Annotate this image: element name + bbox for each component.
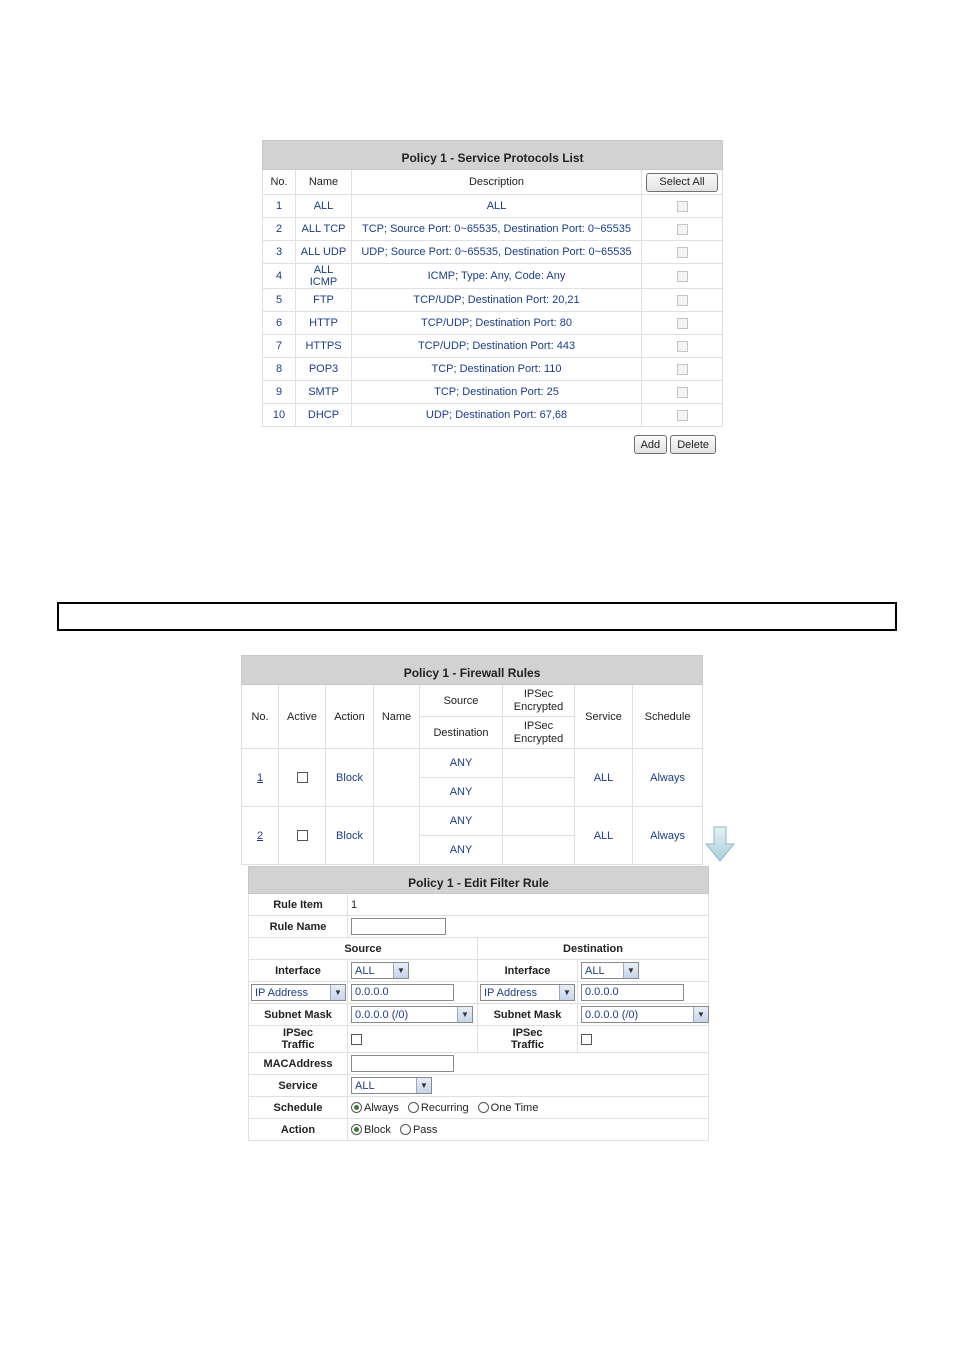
rule-service: ALL xyxy=(575,807,633,865)
src-ip-input[interactable]: 0.0.0.0 xyxy=(351,984,454,1001)
fw-ipsec-dst-bottom: Encrypted xyxy=(513,732,564,745)
dst-interface-label: Interface xyxy=(478,960,578,982)
rule-no-cell xyxy=(242,749,279,807)
rule-no-cell xyxy=(242,807,279,865)
src-ipsec-checkbox[interactable] xyxy=(351,1034,362,1045)
delete-button[interactable]: Delete xyxy=(670,435,716,454)
protocol-checkbox[interactable] xyxy=(677,341,688,352)
dst-ip-cell xyxy=(578,982,709,1004)
rule-active-cell xyxy=(279,749,326,807)
protocol-no: 1 xyxy=(263,195,296,218)
service-label: Service xyxy=(249,1075,348,1097)
rule-item-value: 1 xyxy=(348,894,709,916)
rule-name-label: Rule Name xyxy=(249,916,348,938)
action-pass-label: Pass xyxy=(412,1123,438,1136)
rule-ipsec-src xyxy=(503,807,575,836)
protocol-checkbox[interactable] xyxy=(677,387,688,398)
protocol-select-cell xyxy=(642,195,723,218)
protocols-actions xyxy=(263,427,723,463)
source-heading: Source xyxy=(249,938,478,960)
dst-ipsec-label xyxy=(478,1026,578,1053)
dst-subnet-cell xyxy=(578,1004,709,1026)
service-select[interactable] xyxy=(351,1077,432,1094)
src-ipsec-cell xyxy=(348,1026,478,1053)
firewall-rule-row xyxy=(242,749,703,778)
col-name: Name xyxy=(296,170,352,195)
protocol-checkbox[interactable] xyxy=(677,201,688,212)
protocol-no: 2 xyxy=(263,218,296,241)
edit-filter-table xyxy=(248,866,709,1141)
protocol-row xyxy=(263,404,723,427)
mac-cell xyxy=(348,1053,709,1075)
dst-ipsec-label-2: Traffic xyxy=(510,1039,544,1051)
protocol-name: SMTP xyxy=(296,381,352,404)
rule-name xyxy=(374,807,420,865)
src-addr-type-value: IP Address xyxy=(255,986,308,999)
action-label: Action xyxy=(249,1119,348,1141)
dst-addr-type-select[interactable] xyxy=(480,984,575,1001)
protocols-title: Policy 1 - Service Protocols List xyxy=(263,141,723,170)
fw-ipsec-dst-top: IPSec xyxy=(523,719,554,732)
src-interface-select[interactable] xyxy=(351,962,409,979)
fw-col-destination: Destination xyxy=(420,717,503,749)
src-addr-type-cell xyxy=(249,982,348,1004)
rule-item-label: Rule Item xyxy=(249,894,348,916)
schedule-onetime-radio[interactable] xyxy=(478,1102,489,1113)
service-protocols-panel xyxy=(262,140,722,463)
chevron-down-icon: ▼ xyxy=(693,1007,708,1022)
dst-subnet-label: Subnet Mask xyxy=(478,1004,578,1026)
chevron-down-icon: ▼ xyxy=(393,963,408,978)
protocol-name: HTTP xyxy=(296,312,352,335)
dst-ipsec-label-1: IPSec xyxy=(512,1027,543,1039)
dst-interface-cell xyxy=(578,960,709,982)
action-block-label: Block xyxy=(364,1123,391,1136)
schedule-cell xyxy=(348,1097,709,1119)
src-interface-cell xyxy=(348,960,478,982)
protocol-name: HTTPS xyxy=(296,335,352,358)
rule-source: ANY xyxy=(420,807,503,836)
chevron-down-icon: ▼ xyxy=(623,963,638,978)
chevron-down-icon: ▼ xyxy=(330,985,345,1000)
service-cell xyxy=(348,1075,709,1097)
protocol-select-cell xyxy=(642,335,723,358)
protocol-select-cell xyxy=(642,381,723,404)
chevron-down-icon: ▼ xyxy=(416,1078,431,1093)
protocol-checkbox[interactable] xyxy=(677,224,688,235)
protocol-row xyxy=(263,335,723,358)
protocol-name: FTP xyxy=(296,289,352,312)
protocol-no: 3 xyxy=(263,241,296,264)
edit-filter-panel xyxy=(248,866,708,1141)
protocol-no: 9 xyxy=(263,381,296,404)
dst-addr-type-value: IP Address xyxy=(484,986,537,999)
protocol-name: ALL xyxy=(296,195,352,218)
protocol-description: TCP; Destination Port: 110 xyxy=(352,358,642,381)
rule-source: ANY xyxy=(420,749,503,778)
src-interface-label: Interface xyxy=(249,960,348,982)
protocol-row xyxy=(263,195,723,218)
protocol-no: 5 xyxy=(263,289,296,312)
rule-destination: ANY xyxy=(420,778,503,807)
col-description: Description xyxy=(352,170,642,195)
firewall-rules-panel xyxy=(241,655,702,865)
protocol-name: DHCP xyxy=(296,404,352,427)
action-pass-radio[interactable] xyxy=(400,1124,411,1135)
protocol-description: TCP/UDP; Destination Port: 80 xyxy=(352,312,642,335)
mac-input[interactable] xyxy=(351,1055,454,1072)
protocol-select-cell xyxy=(642,312,723,335)
schedule-onetime-label: One Time xyxy=(490,1101,539,1114)
src-subnet-select[interactable] xyxy=(351,1006,473,1023)
schedule-recurring-radio[interactable] xyxy=(408,1102,419,1113)
edit-title: Policy 1 - Edit Filter Rule xyxy=(249,867,709,894)
mac-label: MACAddress xyxy=(249,1053,348,1075)
fw-col-service: Service xyxy=(575,685,633,749)
rule-active-checkbox[interactable] xyxy=(297,772,308,783)
firewall-rules-table xyxy=(241,655,703,865)
protocol-name: ALL UDP xyxy=(296,241,352,264)
protocol-no: 4 xyxy=(263,264,296,289)
rule-no-link[interactable]: 1 xyxy=(256,771,264,784)
src-addr-type-select[interactable] xyxy=(251,984,346,1001)
protocol-no: 10 xyxy=(263,404,296,427)
protocol-row xyxy=(263,218,723,241)
src-subnet-value: 0.0.0.0 (/0) xyxy=(355,1008,409,1021)
dst-subnet-value: 0.0.0.0 (/0) xyxy=(585,1008,639,1021)
schedule-recurring-label: Recurring xyxy=(420,1101,469,1114)
col-no: No. xyxy=(263,170,296,195)
fw-col-action: Action xyxy=(326,685,374,749)
caption-box xyxy=(57,602,897,631)
rule-active-checkbox[interactable] xyxy=(297,830,308,841)
protocol-no: 8 xyxy=(263,358,296,381)
action-block-radio[interactable] xyxy=(351,1124,362,1135)
protocol-description: UDP; Source Port: 0~65535, Destination Port: 0~65535 xyxy=(352,241,642,264)
protocol-select-cell xyxy=(642,241,723,264)
protocol-description: TCP; Destination Port: 25 xyxy=(352,381,642,404)
fw-col-schedule: Schedule xyxy=(633,685,703,749)
dst-ipsec-cell xyxy=(578,1026,709,1053)
dst-interface-value: ALL xyxy=(585,964,605,977)
protocol-checkbox[interactable] xyxy=(677,410,688,421)
src-subnet-cell xyxy=(348,1004,478,1026)
protocol-select-cell xyxy=(642,218,723,241)
service-protocols-table xyxy=(262,140,723,463)
src-ipsec-label xyxy=(249,1026,348,1053)
protocol-row xyxy=(263,358,723,381)
protocol-description: ICMP; Type: Any, Code: Any xyxy=(352,264,642,289)
protocol-description: TCP/UDP; Destination Port: 443 xyxy=(352,335,642,358)
fw-col-ipsec-dst xyxy=(503,717,575,749)
service-value: ALL xyxy=(355,1079,375,1092)
rule-name-cell xyxy=(348,916,709,938)
protocol-select-cell xyxy=(642,404,723,427)
chevron-down-icon: ▼ xyxy=(457,1007,472,1022)
firewall-rule-row xyxy=(242,807,703,836)
protocol-checkbox[interactable] xyxy=(677,318,688,329)
rule-ipsec-dst xyxy=(503,778,575,807)
protocol-select-cell xyxy=(642,358,723,381)
rule-ipsec-src xyxy=(503,749,575,778)
protocol-row xyxy=(263,264,723,289)
protocol-row xyxy=(263,381,723,404)
src-ip-cell xyxy=(348,982,478,1004)
src-interface-value: ALL xyxy=(355,964,375,977)
protocol-select-cell xyxy=(642,289,723,312)
fw-col-ipsec-src xyxy=(503,685,575,717)
fw-col-no: No. xyxy=(242,685,279,749)
dst-ipsec-checkbox[interactable] xyxy=(581,1034,592,1045)
protocol-select-cell xyxy=(642,264,723,289)
rule-schedule: Always xyxy=(633,749,703,807)
protocol-no: 6 xyxy=(263,312,296,335)
protocol-checkbox[interactable] xyxy=(677,271,688,282)
rule-name-input[interactable] xyxy=(351,918,446,935)
src-ipsec-label-1: IPSec xyxy=(283,1027,313,1039)
chevron-down-icon: ▼ xyxy=(559,985,574,1000)
protocol-description: UDP; Destination Port: 67,68 xyxy=(352,404,642,427)
rule-ipsec-dst xyxy=(503,836,575,865)
dst-ip-input[interactable]: 0.0.0.0 xyxy=(581,984,684,1001)
protocol-name: ALL TCP xyxy=(296,218,352,241)
rule-destination: ANY xyxy=(420,836,503,865)
protocol-checkbox[interactable] xyxy=(677,247,688,258)
protocol-checkbox[interactable] xyxy=(677,295,688,306)
rule-action: Block xyxy=(326,749,374,807)
schedule-label: Schedule xyxy=(249,1097,348,1119)
protocol-no: 7 xyxy=(263,335,296,358)
protocol-name: ALL ICMP xyxy=(296,264,352,289)
fw-ipsec-src-top: IPSec xyxy=(523,687,554,700)
fw-col-source: Source xyxy=(420,685,503,717)
destination-heading: Destination xyxy=(478,938,709,960)
rule-name xyxy=(374,749,420,807)
fw-col-active: Active xyxy=(279,685,326,749)
fw-ipsec-src-bottom: Encrypted xyxy=(513,700,564,713)
rule-active-cell xyxy=(279,807,326,865)
protocol-checkbox[interactable] xyxy=(677,364,688,375)
action-cell xyxy=(348,1119,709,1141)
dst-interface-select[interactable] xyxy=(581,962,639,979)
arrow-down-icon xyxy=(705,826,735,862)
src-subnet-label: Subnet Mask xyxy=(249,1004,348,1026)
protocol-description: TCP; Source Port: 0~65535, Destination Port: 0~65535 xyxy=(352,218,642,241)
firewall-title: Policy 1 - Firewall Rules xyxy=(242,656,703,685)
fw-col-name: Name xyxy=(374,685,420,749)
protocol-row xyxy=(263,289,723,312)
protocol-row xyxy=(263,312,723,335)
protocol-description: TCP/UDP; Destination Port: 20,21 xyxy=(352,289,642,312)
schedule-always-label: Always xyxy=(364,1101,399,1114)
protocol-description: ALL xyxy=(352,195,642,218)
protocol-row xyxy=(263,241,723,264)
rule-action: Block xyxy=(326,807,374,865)
dst-addr-type-cell xyxy=(478,982,578,1004)
add-button[interactable]: Add xyxy=(634,435,668,454)
protocol-name: POP3 xyxy=(296,358,352,381)
schedule-always-radio[interactable] xyxy=(351,1102,362,1113)
select-all-cell xyxy=(642,170,723,195)
select-all-button[interactable]: Select All xyxy=(646,173,718,192)
rule-schedule: Always xyxy=(633,807,703,865)
rule-no-link[interactable]: 2 xyxy=(256,829,264,842)
src-ipsec-label-2: Traffic xyxy=(281,1039,315,1051)
rule-service: ALL xyxy=(575,749,633,807)
dst-subnet-select[interactable] xyxy=(581,1006,709,1023)
